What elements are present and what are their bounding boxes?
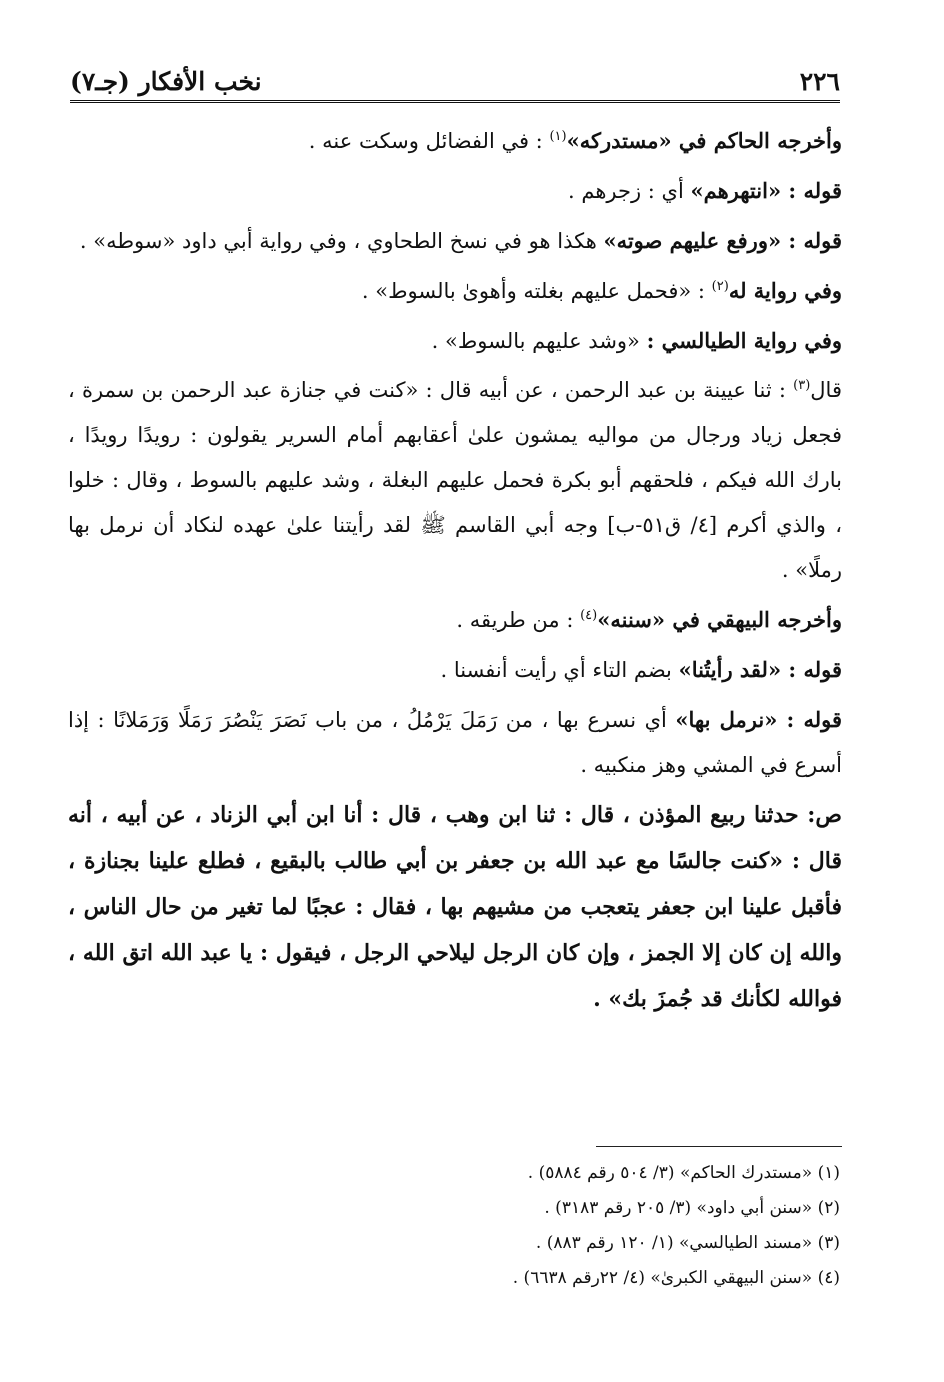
running-header [70,56,840,103]
paragraph-lead: قوله : «لقد رأيتُنا» [678,657,842,682]
footnote-1: (١) «مستدرك الحاكم» (٣/ ٥٠٤ رقم ٥٨٨٤) . [527,1163,840,1183]
footnote-ref: (٤) [580,608,598,623]
footnote-ref: (١) [549,129,567,144]
footnote-4: (٤) «سنن البيهقي الكبرىٰ» (٤/ ٢٢رقم ٦٦٣٨) . [512,1268,840,1288]
paragraph-riwaya-lahu [68,268,842,314]
footnotes [140,1156,840,1296]
paragraph-narmul [68,697,842,788]
footnote-2: (٢) «سنن أبي داود» (٣/ ٢٠٥ رقم ٣١٨٣) . [544,1198,840,1218]
paragraph-start: قال [810,378,842,402]
paragraph-hakim [68,118,842,164]
paragraph-text: «وشد عليهم بالسوط» . [431,329,647,353]
paragraph-text: : «فحمل عليهم بغلته وأهوىٰ بالسوط» . [361,279,712,303]
paragraph-intaharahum [68,168,842,214]
paragraph-lead: وفي رواية له [728,278,842,303]
footnote-3: (٣) «مسند الطيالسي» (١/ ١٢٠ رقم ٨٨٣) . [535,1233,840,1253]
paragraph-lead: قوله : «ورفع عليهم صوته» [603,228,842,253]
paragraph-lead: قوله : «انتهرهم» [690,178,842,203]
paragraph-lead: قوله : «نرمل بها» [675,707,842,732]
paragraph-sawtahu [68,218,842,264]
paragraph-tayalisi [68,318,842,364]
footnote-divider [596,1146,842,1147]
paragraph-text: : في الفضائل وسكت عنه . [308,129,550,153]
paragraph-text: بضم التاء أي رأيت أنفسنا . [440,658,679,682]
paragraph-text: : من طريقه . [456,608,581,632]
hadith-text: ص: حدثنا ربيع المؤذن ، قال : ثنا ابن وهب ، قال : أنا ابن أبي الزناد ، عن أبيه ، أنه قال : «كنت جالسًا مع عبد الله بن جعفر بن أبي طالب بالبقيع ، فطلع علينا بجنازة ، فأقبل علينا ابن جعفر يتعجب من مشيهم بها ، فقال : عجبًا لما تغير من حال الناس ، والله إن كان إلا الجمز ، وإن كان الرجل ليلاحي الرجل ، فيقول : يا عبد الله اتق الله ، فوالله لكأنك قد جُمزَ بك» . [68,802,842,1012]
paragraph-text: أي : زجرهم . [568,179,691,203]
paragraph-raaytuna [68,647,842,693]
page-number: ٢٢٦ [799,67,840,96]
book-title: نخب الأفكار (جـ٧) [70,67,262,96]
paragraph-text: : ثنا عيينة بن عبد الرحمن ، عن أبيه قال : «كنت في جنازة عبد الرحمن بن سمرة ، فجعل زياد ورجال من مواليه يمشون علىٰ أعقابهم أمام السرير يقولون : رويدًا رويدًا ، بارك الله فيكم ، فلحقهم أبو بكرة فحمل عليهم البغلة ، وشد عليهم بالسوط ، وقال : خلوا ، والذي أكرم [٤/ ق٥١-ب] وجه أبي القاسم ﷺ لقد رأيتنا علىٰ عهده لنكاد أن نرمل بها رملًا» . [68,378,842,582]
paragraph-lead: وأخرجه البيهقي في «سننه» [597,607,842,632]
paragraph-text: أي نسرع بها ، من رَمَلَ يَرْمُلُ ، من باب نَصَرَ يَنْصُرَ رَمَلًا وَرَمَلانًا : إذا أسرع في المشي وهز منكبيه . [68,708,842,777]
footnote-ref: (٣) [793,378,811,393]
main-text [68,118,842,1026]
paragraph-bayhaqi [68,597,842,643]
footnote-ref: (٢) [711,279,729,294]
paragraph-lead: وفي رواية الطيالسي : [646,328,842,353]
paragraph-lead: وأخرجه الحاكم في «مستدركه» [566,128,842,153]
paragraph-qala [68,368,842,593]
paragraph-text: هكذا هو في نسخ الطحاوي ، وفي رواية أبي داود «سوطه» . [79,229,604,253]
